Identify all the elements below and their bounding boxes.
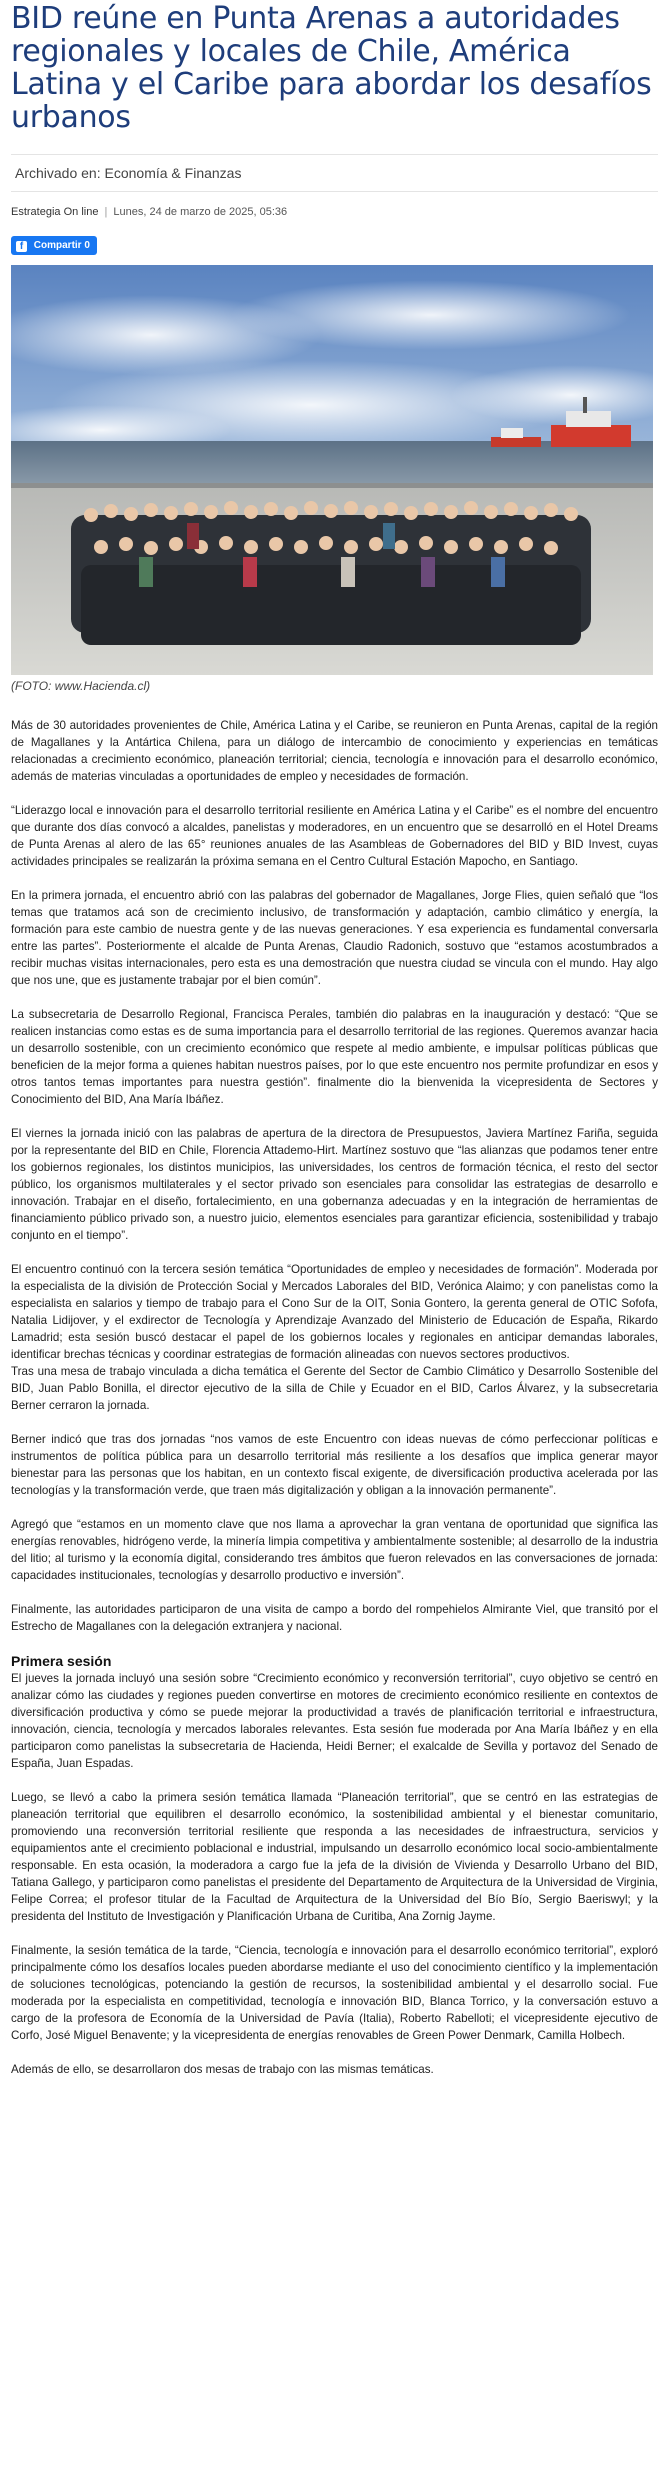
article-paragraph: El viernes la jornada inició con las palabras de apertura de la directora de Presupuestos, Javiera Martínez Fariña, seguida por la representante del BID en Chile, Florencia Attademo-Hirt. Martínez sostuvo que “las alianzas que podamos tener entre los gobiernos regionales, los distintos municipios, las universidades, los centros de formación técnica, el resto del sector público, los organismos multilaterales y el sector privado son esenciales para consolidar las estrategias de desarrollo e innovación. Trabajar en el diseño, fortalecimiento, en una gobernanza adecuadas y en la integración de herramientas de financiamiento público privado son, a nuestro juicio, elementos esenciales para garantizar eficiencia, sostenibilidad y trabajo conjunto en el tiempo”.	[11, 1127, 658, 1242]
article-paragraph: La subsecretaria de Desarrollo Regional, Francisca Perales, también dio palabras en la inauguración y destacó: “Que se realicen instancias como estas es de suma importancia para el desarrollo territorial de las regiones. Queremos avanzar hacia un desarrollo sostenible, con un crecimiento económico que respete al medio ambiente, e impulsar políticas públicas que beneficien de la mejor forma a quienes habitan nuestros países, por lo que este encuentro nos permite profundizar en esos y otros tantos temas importantes para nuestra gestión”. finalmente dio la bienvenida la vicepresidenta de Sectores y Conocimiento del BID, Ana María Ibáñez.	[11, 1008, 658, 1106]
article-title: BID reúne en Punta Arenas a autoridades regionales y locales de Chile, América Latina y el Caribe para abordar los desafíos urbanos	[11, 1, 652, 135]
article-paragraph: Agregó que “estamos en un momento clave que nos llama a aprovechar la gran ventana de oportunidad que significa las energías renovables, hidrógeno verde, la minería limpia competitiva y ambientalmente sostenible; al desarrollo de la industria del litio; al turismo y la economía digital, considerando tres ámbitos que fueron relevados en las conversaciones de jornada: capacidades institucionales, tecnologías y desarrollo productivo e inversión”.	[11, 1518, 658, 1582]
article-paragraph: Finalmente, la sesión temática de la tarde, “Ciencia, tecnología e innovación para el desarrollo económico territorial”, exploró principalmente cómo los desafíos locales pueden abordarse mediante el uso del conocimiento científico y la implementación de soluciones tecnológicas, potenciando la gestión de recursos, la sostenibilidad ambiental y el desarrollo social. Fue moderada por la especialista en competitividad, tecnología e innovación BID, Blanca Torrico, y la conversación estuvo a cargo de la profesora de Economía de la Universidad de Pavía (Italia), Roberto Rabelloti; el vicepresidente ejecutivo de Corfo, José Miguel Benavente; y la vicepresidenta de energías renovables de Green Power Denmark, Camilla Holbech.	[11, 1944, 658, 2042]
article-meta	[11, 203, 658, 221]
article-source-link[interactable]: Estrategia On line	[11, 206, 99, 218]
facebook-icon: f	[16, 241, 27, 252]
article-paragraph: Finalmente, las autoridades participaron de una visita de campo a bordo del rompehielos Almirante Viel, que transitó por el Estrecho de Magallanes con la delegación extranjera y nacional.	[11, 1603, 658, 1633]
article-paragraph: En la primera jornada, el encuentro abrió con las palabras del gobernador de Magallanes, Jorge Flies, quien señaló que “los temas que tratamos acá son de crecimiento inclusivo, de transformación y adaptación, cambio climático y energía, la formación para este cambio de nuestra gente y de las nuevas generaciones. Y esa experiencia es fundamental conversarla entre las partes”. Posteriormente el alcalde de Punta Arenas, Claudio Radonich, sostuvo que “estamos acostumbrados a recibir muchas visitas internacionales, pero esta es una demostración que nuestra ciudad se vincula con el mundo. Hay algo que nos une, que es justamente trabajar por el bien común”.	[11, 889, 658, 987]
share-bar	[11, 235, 658, 257]
archive-category-link[interactable]: Economía & Finanzas	[104, 165, 242, 181]
article-paragraph: Luego, se llevó a cabo la primera sesión temática llamada “Planeación territorial”, que se centró en las estrategias de planeación territorial que equilibren el desarrollo económico, la sostenibilidad ambiental y el bienestar comunitario, promoviendo una reconversión territorial resiliente que responda a las necesidades de infraestructura, servicios y equipamientos ante el crecimiento poblacional e industrial, impulsando un desarrollo económico local socio-ambientalmente responsable. En esta ocasión, la moderadora a cargo fue la jefa de la división de Vivienda y Desarrollo Urbano del BID, Tatiana Gallego, y participaron como panelistas el presidente del Departamento de Arquitectura de la Universidad de Virginia, Felipe Correa; el profesor titular de la Facultad de Arquitectura de la Universidad del Bío Bío, Sergio Baeriswyl; y la presidenta del Instituto de Investigación y Planificación Urbana de Curitiba, Ana Zornig Jayme.	[11, 1791, 658, 1923]
section-heading: Primera sesión	[11, 1653, 112, 1669]
article-photo	[11, 265, 653, 675]
photo-caption: (FOTO: www.Hacienda.cl)	[11, 679, 151, 693]
article-paragraph: Además de ello, se desarrollaron dos mesas de trabajo con las mismas temáticas.	[11, 2063, 434, 2076]
article-paragraph: Berner indicó que tras dos jornadas “nos vamos de este Encuentro con ideas nuevas de cómo perfeccionar políticas e instrumentos de política pública para un desarrollo territorial más resiliente a los desafíos que implica generar mayor bienestar para las personas que los habitan, en un contexto fiscal exigente, de diversificación productiva acelerada por las tecnologías y la transformación verde, que traen más digitalización y obligan a la innovación permanente”.	[11, 1433, 658, 1497]
facebook-share-button[interactable]	[11, 236, 97, 255]
article-body	[11, 785, 658, 2078]
archive-bar	[11, 154, 658, 192]
article-paragraph: “Liderazgo local e innovación para el desarrollo territorial resiliente en América Latina y el Caribe” es el nombre del encuentro que durante dos días convocó a alcaldes, panelistas y moderadores, en un encuentro que se desarrolló en el Hotel Dreams de Punta Arenas al alero de las 65° reuniones anuales de las Asambleas de Gobernadores del BID y BID Invest, cuyas actividades principales se realizarán la próxima semana en el Centro Cultural Estación Mapocho, en Santiago.	[11, 804, 658, 868]
meta-separator: |	[104, 206, 108, 218]
archive-label: Archivado en:	[15, 165, 101, 181]
share-label: Compartir	[33, 240, 82, 251]
article-date: Lunes, 24 de marzo de 2025, 05:36	[113, 206, 288, 218]
share-count: 0	[84, 240, 90, 251]
article-paragraph: El encuentro continuó con la tercera sesión temática “Oportunidades de empleo y necesidades de formación”. Moderada por la especialista de la división de Protección Social y Mercados Laborales del BID, Verónica Alaimo; y con panelistas como la especialista en salarios y tiempo de trabajo para el Cono Sur de la OIT, Sonia Gontero, la gerenta general de OTIC Sofofa, Natalia Lidijover, y el exdirector de Tecnología y Aprendizaje Avanzado del Ministerio de Educación de España, Rikardo Lamadrid; esta sesión buscó destacar el papel de los gobiernos locales y regionales en anticipar demandas laborales, identificar brechas técnicas y coordinar estrategias de formación alineadas con nuevos sectores productivos.	[11, 1263, 658, 1361]
article-lead: Más de 30 autoridades provenientes de Chile, América Latina y el Caribe, se reunieron en Punta Arenas, capital de la región de Magallanes y la Antártica Chilena, para un diálogo de intercambio de conocimiento y experiencias en temáticas relacionadas a crecimiento económico, planeación territorial; ciencia, tecnología e innovación para el desarrollo económico, además de materias vinculadas a oportunidades de empleo y necesidades de formación.	[11, 719, 658, 783]
article-paragraph: Tras una mesa de trabajo vinculada a dicha temática el Gerente del Sector de Cambio Climático y Desarrollo Sostenible del BID, Juan Pablo Bonilla, el director ejecutivo de la silla de Chile y Ecuador en el BID, Carlos Álvarez, y la subsecretaria Berner cerraron la jornada.	[11, 1365, 658, 1412]
article-paragraph: El jueves la jornada incluyó una sesión sobre “Crecimiento económico y reconversión territorial”, cuyo objetivo se centró en analizar cómo las ciudades y regiones pueden convertirse en motores de crecimiento económico resiliente en contextos de diversificación productiva y cómo se puede mejorar la productividad a través de planificación territorial e infraestructura, innovación, ciencia, tecnología y mercados laborales relevantes. Esta sesión fue moderada por Ana María Ibáñez y en ella participaron como panelistas la subsecretaria de Hacienda, Heidi Berner; el exalcalde de Sevilla y portavoz del Senado de España, Juan Espadas.	[11, 1672, 658, 1770]
